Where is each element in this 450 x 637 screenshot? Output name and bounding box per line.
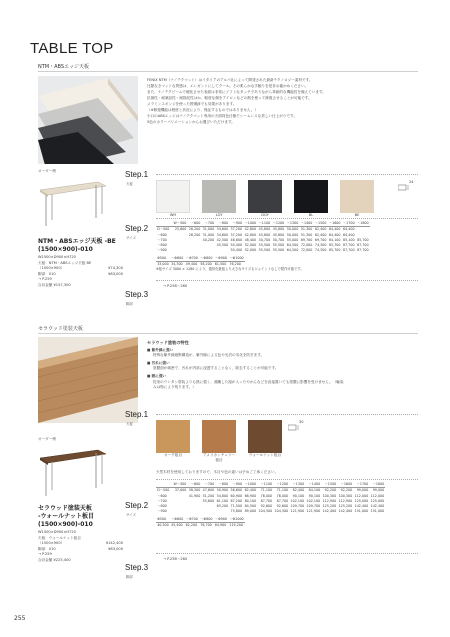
price-cell: 37,200 (230, 227, 243, 232)
price-cell: 34,600 (216, 227, 229, 232)
price-cell: 71,500 (230, 504, 243, 509)
price-cell: 40,200 (202, 237, 215, 242)
round-price-cell: 76,200 (229, 262, 241, 267)
step-divider (156, 553, 418, 554)
price-cell: 55,000 (286, 237, 299, 242)
round-price-cell: 58,200 (200, 262, 212, 267)
price-cell (215, 509, 229, 514)
price-cell: 64,400 (343, 232, 355, 237)
price-header-cell: ～1100 (257, 482, 273, 488)
price-cell (188, 248, 202, 253)
feature-heading: ■ 紫外線に強い (147, 347, 174, 352)
step2-label: Step.2 (125, 224, 149, 233)
price-header-cell: ～1200 (273, 482, 289, 488)
swatch-cherry[interactable]: アメリカンチェリー板目 (202, 420, 236, 463)
price-cell: 72,000 (300, 243, 313, 248)
price-header-cell: ～1300 (289, 482, 305, 488)
price-row-label: D～500 (157, 488, 170, 493)
price-cell: 92,200 (340, 488, 353, 493)
price-table-ntm (156, 221, 370, 273)
price-cell: 50,700 (258, 237, 271, 242)
price-cell: 72,000 (300, 248, 313, 253)
round-header-cell: ～Φ600 (171, 516, 184, 521)
price-header-cell: ～1600 (328, 221, 341, 225)
feature-text: 特殊な紫外線遮断構造が、紫外線による色や光沢の劣化を防ぎます。 (153, 353, 265, 358)
price-cell: 31,000 (202, 227, 215, 232)
price-cell: 104,300 (274, 509, 289, 514)
step2-sub: サイズ (126, 236, 136, 240)
price-cell: 42,500 (216, 237, 229, 242)
product-name: セラウッド塗装天板 (38, 505, 92, 512)
round-header-cell: ～Φ1000 (229, 255, 244, 260)
price-cell: 50,400 (230, 248, 243, 253)
step3-ref[interactable]: → P.258～260 (163, 284, 188, 288)
step1-sub: 天板 (126, 422, 133, 426)
price-cell: 76,000 (260, 493, 273, 498)
price-cell: 85,700 (357, 237, 369, 242)
price-header-cell: W～500 (173, 221, 187, 225)
description-line: （※修復機能は程度と状況により、保証するものではありません。） (147, 108, 259, 112)
ntm-description (147, 77, 326, 125)
price-cell: 65,200 (216, 504, 229, 509)
round-header-cell: ～Φ800 (200, 255, 213, 260)
round-price-cell: 34,300 (171, 262, 183, 267)
price-cell: 74,300 (314, 248, 327, 253)
price-header-cell: ～1400 (300, 221, 313, 225)
price-cell: 56,600 (230, 488, 243, 493)
price-cell: 142,400 (338, 509, 353, 514)
price-cell: 80,100 (244, 498, 257, 503)
price-header-cell: ～1300 (286, 221, 299, 225)
price-row (156, 227, 370, 233)
round-header-cell: ～Φ1000 (229, 516, 244, 521)
price-cell: 99,000 (356, 488, 369, 493)
round-price-cell: 45,400 (171, 523, 183, 528)
round-header-cell: ～Φ800 (200, 516, 213, 521)
features-title: セラウッド塗装の特性 (147, 340, 189, 345)
price-row-label: ～600 (157, 493, 167, 498)
swatch-list-cerawood (156, 420, 282, 463)
price-cell: 69,700 (314, 237, 327, 242)
price-cell (172, 248, 187, 253)
price-cell: 121,900 (290, 509, 305, 514)
description-line: 5色のカラーバリエーションからお選びいただけます。 (147, 120, 235, 124)
swatch-bl[interactable]: BL (294, 180, 328, 217)
round-price-cell: 33,000 (157, 262, 169, 267)
price-cell: 45,800 (272, 227, 285, 232)
price-row-label: ～900 (157, 509, 167, 514)
price-row (156, 488, 385, 494)
price-cell: 55,500 (258, 248, 271, 253)
product-size: W1500×D900×H720 (38, 255, 76, 259)
price-cell: 99,000 (372, 488, 385, 493)
price-cell: 75,800 (230, 509, 243, 514)
price-row-label: D～500 (157, 227, 170, 232)
swatch-oak[interactable]: オーク板目 (156, 420, 190, 463)
round-price-cell: 40,500 (157, 523, 169, 528)
price-cell: 50,900 (216, 488, 229, 493)
price-cell: 50,700 (272, 237, 285, 242)
price-header-cell: ～900 (229, 482, 243, 488)
thickness-value: 24 (409, 180, 414, 184)
price-cell: 64,500 (286, 243, 299, 248)
price-cell: 60,900 (230, 493, 243, 498)
page-reference: → P.259 (38, 552, 52, 557)
round-header-cell: ～Φ900 (214, 516, 227, 521)
round-header-cell: Φ500 (156, 517, 170, 523)
price-cell: 125,000 (354, 498, 369, 503)
price-row (156, 509, 385, 514)
price-cell: 100,300 (322, 493, 337, 498)
section-divider (38, 333, 418, 334)
price-cell: 85,700 (328, 248, 341, 253)
price-cell: 45,800 (258, 227, 271, 232)
price-cell: 34,600 (216, 232, 229, 237)
feature-heading: ■ 汚れに強い (147, 360, 170, 365)
price-cell: 76,000 (276, 493, 289, 498)
price-cell: 37,000 (174, 488, 187, 493)
product-size: W1500×D900×H720 (38, 530, 76, 534)
wood-note: 天然木材を使用しておりますので、木目や色の違いは予めご了承ください。 (156, 470, 279, 474)
price-cell: 41,900 (188, 493, 201, 498)
price-header-cell: ～1400 (305, 482, 321, 488)
price-header-cell: ～1200 (272, 221, 285, 225)
price-cell: 46,800 (230, 237, 243, 242)
feature-heading: ■ 熱に強い (147, 373, 167, 378)
description-line: 抗菌性・耐薬品性・耐指紋性はか、軽度な傷をアイロンなどの熱を使って修復させることが可能です。 (147, 96, 312, 100)
step-divider (156, 280, 418, 281)
price-cell: 64,400 (328, 232, 341, 237)
price-cell: 52,000 (244, 248, 257, 253)
section-title-ntm: NTM・ABSエッジ天板 (38, 64, 89, 70)
price-cell: 109,700 (306, 504, 321, 509)
price-cell: 112,900 (322, 498, 337, 503)
product-line: 脚部：010 ¥83,000 (38, 271, 123, 276)
cerawood-material-photo (38, 337, 138, 423)
price-cell: 61,100 (216, 498, 229, 503)
price-cell: 50,000 (286, 232, 299, 237)
price-cell (172, 509, 187, 514)
step3-ref[interactable]: → P.258～260 (163, 557, 188, 561)
price-cell: 71,100 (260, 488, 273, 493)
price-cell: 55,500 (272, 248, 285, 253)
price-cell: 74,300 (314, 243, 327, 248)
feature-text: 従来のウレタン塗装よりも熱に強く、沸騰した湯が入ったやかんなどを直接置いても塗膜に影響を受けません。（輪染みは物により残ります。） (153, 379, 344, 390)
price-cell: 62,400 (314, 227, 327, 232)
price-header-cell: ～1800 (356, 221, 369, 225)
price-cell: 62,400 (314, 232, 327, 237)
price-cell: 112,000 (370, 493, 385, 498)
round-price-cell: 49,400 (185, 262, 198, 267)
product-name: NTM・ABSエッジ天板 -BE (38, 238, 116, 245)
page-number: 255 (14, 615, 26, 622)
price-cell: 87,700 (260, 498, 273, 503)
price-cell: 67,200 (230, 498, 243, 503)
price-cell: 84,100 (308, 488, 321, 493)
page-reference: → P.259 (38, 277, 52, 282)
price-cell: 54,800 (216, 493, 229, 498)
product-name: -ウォールナット板目 (38, 513, 95, 520)
price-cell: 62,400 (244, 488, 257, 493)
price-cell: 112,900 (338, 498, 353, 503)
price-header-cell: ～1700 (342, 221, 355, 225)
price-header-cell: ～1100 (258, 221, 271, 225)
price-cell: 64,400 (343, 227, 355, 232)
price-cell: 68,900 (244, 493, 257, 498)
round-price-cell: 61,500 (214, 262, 227, 267)
price-header-cell: ～800 (215, 221, 229, 227)
product-name: (1500×900)-010 (38, 246, 93, 253)
price-table-cerawood (156, 482, 385, 528)
step3-sub: 脚部 (126, 302, 133, 306)
step1-label: Step.1 (125, 170, 149, 179)
price-cell: 50,400 (230, 243, 243, 248)
price-cell: 37,200 (230, 232, 243, 237)
round-header-cell: ～Φ700 (185, 516, 198, 521)
description-line: FENIX NTM（ナノテクマット）はイタリアのアルパ社によって開発された最新テクノロジー素材です。 (147, 78, 313, 82)
price-cell: 125,200 (338, 504, 353, 509)
ntm-material-photo (38, 76, 138, 164)
step2-label: Step.2 (125, 501, 149, 510)
price-cell: 85,700 (328, 243, 341, 248)
price-cell: 45,800 (258, 232, 271, 237)
price-header-cell: ～800 (215, 482, 229, 488)
price-cell: 38,300 (188, 488, 201, 493)
swatch-list-ntm (156, 180, 374, 217)
price-cell: 55,500 (272, 243, 285, 248)
price-header-cell: ～1700 (353, 482, 369, 488)
price-cell: 84,500 (244, 504, 257, 509)
price-row-label: ～800 (157, 504, 167, 509)
price-cell: 102,100 (306, 498, 321, 503)
product-line: 脚部：010 ¥83,000 (38, 546, 123, 551)
price-cell: 92,200 (324, 488, 337, 493)
description-line: メラミンスポンジを使った擦傷跡でも効果があります。 (147, 102, 237, 106)
section-title-cerawood: セラウッド塗装天板 (38, 326, 83, 332)
price-cell: 112,000 (354, 493, 369, 498)
price-header-row (156, 482, 385, 488)
price-header-cell: ～700 (201, 221, 215, 227)
product-line: （1500×900） ¥142,400 (38, 541, 123, 546)
price-cell: 45,800 (272, 232, 285, 237)
round-price-cell: 62,200 (185, 523, 198, 528)
swatch-lgy[interactable]: LGY (202, 180, 236, 217)
price-cell: 64,400 (328, 227, 341, 232)
price-cell: 64,500 (286, 248, 299, 253)
price-cell (188, 509, 202, 514)
round-price-cell: 84,900 (214, 523, 227, 528)
price-note: ※板サイズ 3000 × 1280 により、通常化粧板より大きなサイズもジョイントなしで製作可能です。 (156, 267, 304, 272)
price-cell: 25,600 (174, 227, 187, 232)
round-header-cell: ～Φ900 (214, 255, 227, 260)
description-line: 比類なきマットな質感は、エレガントにしてクール。その柔らかな手触りを是非お確かめください。 (147, 84, 309, 88)
price-cell: 109,700 (290, 504, 305, 509)
product-line: 天板：NTM・ABSエッジ天板 BE (38, 260, 92, 265)
step-divider (156, 218, 418, 219)
thickness-value: 30 (299, 420, 304, 424)
swatch-wh[interactable]: WH (156, 180, 190, 217)
step-divider (156, 414, 418, 415)
price-cell: 87,700 (276, 498, 289, 503)
price-cell: 45,500 (216, 243, 229, 248)
step3-sub: 脚部 (126, 575, 133, 579)
price-cell: 142,400 (354, 504, 369, 509)
price-header-cell: ～700 (201, 482, 215, 488)
price-header-cell: ～600 (188, 221, 202, 227)
thickness-diagram (288, 418, 308, 428)
total-price: 合計金額 ¥157,300 (38, 282, 71, 287)
price-header-cell: W～500 (173, 482, 187, 486)
description-line: 小口のABSエッジはナノテクマット専用の天面同色仕様でシームレスな美しい仕上がりです。 (147, 114, 297, 118)
price-header-cell: ～1600 (337, 482, 353, 488)
price-cell: 42,800 (244, 227, 257, 232)
step3-label: Step.3 (125, 290, 149, 299)
round-price-cell: 119,200 (229, 523, 243, 528)
price-cell: 151,000 (354, 509, 369, 514)
price-header-cell: ～1000 (244, 482, 257, 486)
price-cell: 51,300 (300, 227, 313, 232)
price-cell (201, 509, 215, 514)
product-name: (1500×900)-010 (38, 521, 93, 528)
price-cell: 142,400 (370, 504, 385, 509)
table-illustration-cerawood (38, 448, 108, 500)
price-cell: 84,100 (328, 237, 341, 242)
price-header-cell: ～1000 (244, 221, 257, 225)
product-info-cerawood (38, 505, 123, 564)
price-cell: 26,200 (188, 227, 201, 232)
price-cell: 52,000 (244, 243, 257, 248)
price-cell: 31,000 (202, 232, 215, 237)
price-row-label: ～800 (157, 243, 167, 248)
step-divider (156, 479, 418, 480)
price-cell: 48,400 (244, 237, 257, 242)
step1-label: Step.1 (125, 410, 149, 419)
price-cell: 90,100 (292, 493, 305, 498)
round-price-cell: 76,700 (200, 523, 212, 528)
table-illustration-ntm (38, 180, 108, 230)
price-cell: 142,400 (322, 509, 337, 514)
price-cell: 125,200 (322, 504, 337, 509)
price-header-cell: ～1500 (321, 482, 337, 488)
page-title: TABLE TOP (30, 40, 114, 57)
price-cell: 87,700 (343, 243, 355, 248)
price-cell: 42,800 (244, 232, 257, 237)
price-cell: 89,000 (244, 509, 257, 514)
cerawood-features (147, 340, 417, 391)
price-cell: 92,600 (276, 504, 289, 509)
price-cell: 50,000 (286, 227, 299, 232)
step2-sub: サイズ (126, 513, 136, 517)
price-cell: 26,200 (188, 232, 201, 237)
price-cell (215, 248, 229, 253)
price-cell: 151,000 (370, 509, 385, 514)
price-cell: 82,400 (292, 488, 305, 493)
price-row-label: ～600 (157, 232, 167, 237)
order-example-label: オーダー例 (38, 169, 56, 173)
price-header-cell: ～1800 (369, 482, 385, 488)
price-cell: 51,200 (202, 493, 215, 498)
price-header-cell: ～1500 (314, 221, 327, 225)
price-row-label: ～700 (157, 498, 167, 503)
price-cell: 47,600 (202, 488, 215, 493)
price-cell: 102,100 (290, 498, 305, 503)
swatch-be[interactable]: BE (340, 180, 374, 217)
price-header-cell: ～600 (188, 482, 202, 488)
thickness-diagram (398, 178, 418, 188)
price-cell: 85,100 (343, 237, 355, 242)
price-cell: 51,300 (300, 232, 313, 237)
price-cell: 90,100 (308, 493, 321, 498)
price-cell: 55,600 (202, 498, 215, 503)
round-header-cell: ～Φ600 (171, 255, 184, 260)
round-header-cell: Φ500 (156, 256, 170, 262)
price-row-label: ～900 (157, 248, 167, 253)
product-line: 天板：ウォールナット板目 (38, 535, 81, 540)
price-cell: 104,300 (258, 509, 273, 514)
step3-label: Step.3 (125, 563, 149, 572)
price-cell (201, 248, 215, 253)
price-cell: 87,700 (357, 248, 369, 253)
price-cell: 55,500 (258, 243, 271, 248)
price-cell: 100,300 (338, 493, 353, 498)
price-row-label: ～700 (157, 237, 167, 242)
swatch-walnut[interactable]: ウォールナット板目 (248, 420, 282, 463)
round-value-row (156, 523, 245, 529)
swatch-dgy[interactable]: DGY (248, 180, 282, 217)
round-header-cell: ～Φ700 (185, 255, 198, 260)
product-info-ntm (38, 238, 123, 289)
price-header-cell: ～900 (229, 221, 243, 227)
step-divider (156, 174, 418, 175)
price-cell: 87,700 (357, 243, 369, 248)
price-cell: 125,000 (370, 498, 385, 503)
product-line: （1500×900） ¥74,300 (38, 266, 123, 271)
order-example-label: オーダー例 (38, 437, 56, 441)
price-cell: 71,100 (276, 488, 289, 493)
price-row (156, 248, 370, 253)
price-cell: 92,600 (260, 504, 273, 509)
price-cell: 87,700 (343, 248, 355, 253)
step1-sub: 天板 (126, 182, 133, 186)
price-cell: 121,900 (306, 509, 321, 514)
total-price: 合計金額 ¥225,400 (38, 557, 71, 562)
feature-text: 塗膜面が緻密で、汚れが内部に浸透することなく、除去することが可能です。 (153, 366, 279, 371)
description-line: また、ナノテクビームで硬化させた表面は非常にソフトなタッチでありながら革新的な機能性を備えています。 (147, 90, 326, 94)
price-cell: 69,700 (300, 237, 313, 242)
section-divider (38, 71, 418, 72)
